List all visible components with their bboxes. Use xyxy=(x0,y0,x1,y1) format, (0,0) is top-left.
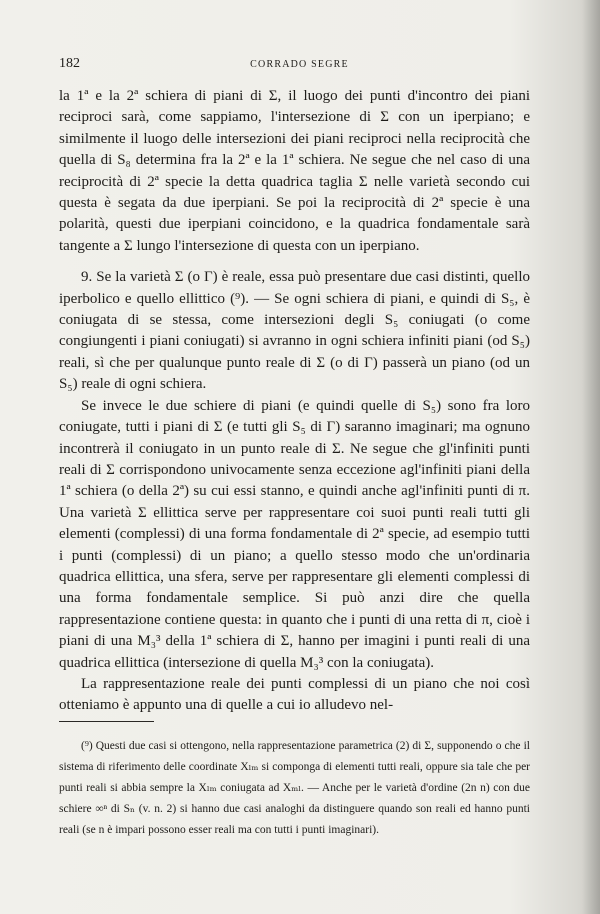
footnote-text: (⁹) Questi due casi si ottengono, nella rappresentazione parametrica (2) di Σ, supponendo o che il sistema di riferimento delle coordinate Xₗₘ si componga di elementi tutti reali, oppure sia tale che per punti reali si abbia sempre la Xₗₘ coniugata ad Xₘₗ. — Anche per le varietà d'ordine (2n n) con due schiere ∞ⁿ di Sₙ (v. n. 2) si hanno due casi analoghi da distinguere quando son reali ed hanno punti reali (se n è impari possono esser reali ma con tutti i punti imaginari). xyxy=(59,740,530,836)
page-header xyxy=(59,56,540,72)
paragraph: Se invece le due schiere di piani (e quindi quelle di S₅) sono fra loro coniugate, tutti i piani di Σ (e tutti gli S₅ di Γ) saranno imaginari; ma ognuno incontrerà il coniugato in un punto reale di Σ. Ne segue che gl'infiniti punti reali di Σ corrispondono univocamente senza eccezione agl'infiniti piani della 1ª schiera (o della 2ª) su cui essi stanno, e quindi anche agl'infiniti punti di π. Una varietà Σ ellittica serve per rappresentare coi suoi punti reali tutti gli elementi (complessi) di una forma fondamentale di 2ª specie, ad esempio tutti i punti (complessi) di un piano; a quello stesso modo che un'ordinaria quadrica ellittica, una sfera, serve per rappresentare gli elementi complessi di una forma fondamentale semplice. Si può anzi dire che quella rappresentazione contiene questa: in quanto che i punti di una retta di π, cioè i piani di una M₃³ della 1ª schiera di Σ, hanno per imagini i punti reali di una quadrica ellittica (intersezione di quella M₃³ con la coniugata). xyxy=(59,397,530,671)
paragraph-section-9: 9. Se la varietà Σ (o Γ) è reale, essa può presentare due casi distinti, quello iperbolico e quello ellittico (⁹). — Se ogni schiera di piani, e quindi di S₅, è coniugata di se stessa, come intersezioni degli S₅ coniugati (o come congiungenti i piani coniugati) si avranno in ogni schiera infiniti piani (od S₅) reali, sì che per qualunque punto reale di Σ (o di Γ) passerà un piano (od un S₅) reale di ogni schiera. xyxy=(59,269,530,393)
main-text xyxy=(59,86,530,717)
page-number: 182 xyxy=(59,56,80,71)
paragraph: La rappresentazione reale dei punti complessi di un piano che noi così otteniamo è appunto una di quelle a cui io alludevo nel- xyxy=(59,675,530,714)
running-head: CORRADO SEGRE xyxy=(250,59,349,70)
footnote-separator xyxy=(59,721,154,722)
paragraph: la 1ª e la 2ª schiera di piani di Σ, il luogo dei punti d'incontro dei piani reciproci sarà, come sappiamo, l'intersezione di Σ con un iperpiano; e similmente il luogo delle intersezioni dei piani reciproci nella reciprocità che quella di S₈ determina fra la 2ª e la 1ª schiera. Ne segue che nel caso di una reciprocità di 2ª specie la detta quadrica taglia Σ nelle varietà secondo cui questa è segata da due iperpiani. Se poi la reciprocità di 2ª specie è una polarità, questi due iperpiani coincidono, e la quadrica fondamentale sarà tangente a Σ lungo l'intersezione di questa con un iperpiano. xyxy=(59,88,530,254)
footnote xyxy=(59,736,530,841)
page-gutter-shadow xyxy=(582,0,600,914)
